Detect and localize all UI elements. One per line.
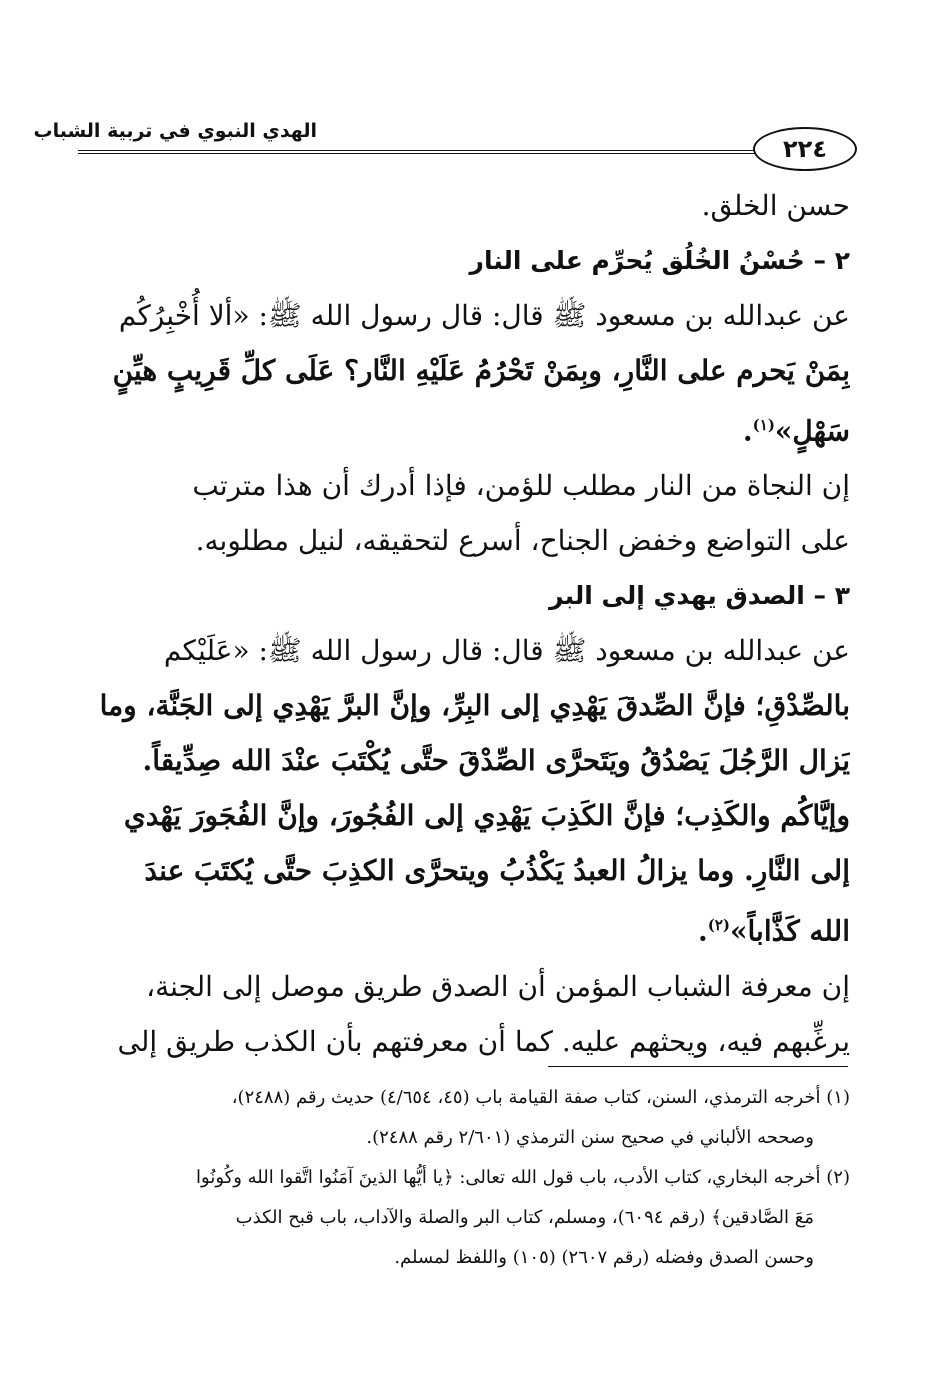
section-heading: ٣ – الصدق يهدي إلى البر xyxy=(549,581,850,611)
hadith-text: الله كَذَّاباً» xyxy=(730,914,850,948)
page-number: ٢٢٤ xyxy=(753,127,857,171)
text-line: إن النجاة من النار مطلب للؤمن، فإذا أدرك أن هذا مترتب xyxy=(192,469,850,503)
footnote-line: وحسن الصدق وفضله (رقم ٢٦٠٧) (١٠٥) واللفظ لمسلم. xyxy=(394,1247,814,1268)
hadith-line xyxy=(80,898,850,958)
main-text xyxy=(80,178,850,1069)
running-header-title: الهدي النبوي في تربية الشباب xyxy=(33,120,317,142)
footnote-line: وصححه الألباني في صحيح سنن الترمذي (٢/٦٠١ رقم ٢٤٨٨). xyxy=(366,1127,814,1148)
text-line: إن معرفة الشباب المؤمن أن الصدق طريق موصل إلى الجنة، xyxy=(146,969,850,1003)
text-line: يرغِّبهم فيه، ويحثهم عليه. كما أن معرفتهم بأن الكذب طريق إلى xyxy=(117,1024,850,1058)
hadith-intro: عن عبدالله بن مسعود ﷺ قال: قال رسول الله ﷺ: «ألا أُخْبِرُكُم xyxy=(118,299,850,332)
header-double-rule xyxy=(78,150,762,154)
hadith-line: يَزال الرَّجُلَ يَصْدُقُ ويَتَحرَّى الصِّدْقَ حتَّى يُكْتَبَ عنْدَ الله صِدِّيقاً. xyxy=(142,744,850,778)
text-line: حسن الخلق. xyxy=(701,189,850,222)
hadith-line xyxy=(80,398,850,458)
hadith-line: بِمَنْ يَحرم على النَّارِ، وبِمَنْ تَحْرُمُ عَلَيْهِ النَّار؟ عَلَى كلِّ قَرِيبٍ هيِّنٍ xyxy=(112,354,850,387)
footnote-ref: (١) xyxy=(752,416,775,434)
footnotes xyxy=(80,1078,850,1278)
footnote-line: (١) أخرجه الترمذي، السنن، كتاب صفة القيامة باب (٤٥، ٤/٦٥٤) حديث رقم (٢٤٨٨)، xyxy=(231,1087,850,1108)
text-line: على التواضع وخفض الجناح، أسرع لتحقيقه، لنيل مطلوبه. xyxy=(195,524,850,558)
hadith-line: إلى النَّارِ. وما يزالُ العبدُ يَكْذُبُ ويتحرَّى الكذِبَ حتَّى يُكتَبَ عندَ xyxy=(144,854,850,888)
footnote-line: مَعَ الصَّادقين﴾ (رقم ٦٠٩٤)، ومسلم، كتاب البر والصلة والآداب، باب قبح الكذب xyxy=(235,1207,814,1228)
hadith-text: سَهْلٍ» xyxy=(774,414,850,448)
period: . xyxy=(742,414,753,448)
section-heading: ٢ – حُسْنُ الخُلُق يُحرِّم على النار xyxy=(469,246,850,275)
text-line xyxy=(80,288,850,343)
period: . xyxy=(697,914,708,948)
hadith-line: وإيَّاكُم والكَذِب؛ فإنَّ الكَذِبَ يَهْدِي إلى الفُجُورَ، وإنَّ الفُجَورَ يَهْدي xyxy=(123,799,850,833)
footnote-ref: (٢) xyxy=(707,916,731,935)
footnote-separator xyxy=(548,1066,848,1067)
text-line: عن عبدالله بن مسعود ﷺ قال: قال رسول الله ﷺ: «عَلَيْكم xyxy=(163,634,850,668)
footnote-line: (٢) أخرجه البخاري، كتاب الأدب، باب قول الله تعالى: ﴿يا أيُّها الذينَ آمَنُوا اتَّقوا الله وكُونُوا xyxy=(196,1167,850,1188)
hadith-line: بالصِّدْقِ؛ فإنَّ الصِّدقَ يَهْدِي إلى البِرِّ، وإنَّ البرَّ يَهْدِي إلى الجَنَّة، وما xyxy=(99,689,850,723)
